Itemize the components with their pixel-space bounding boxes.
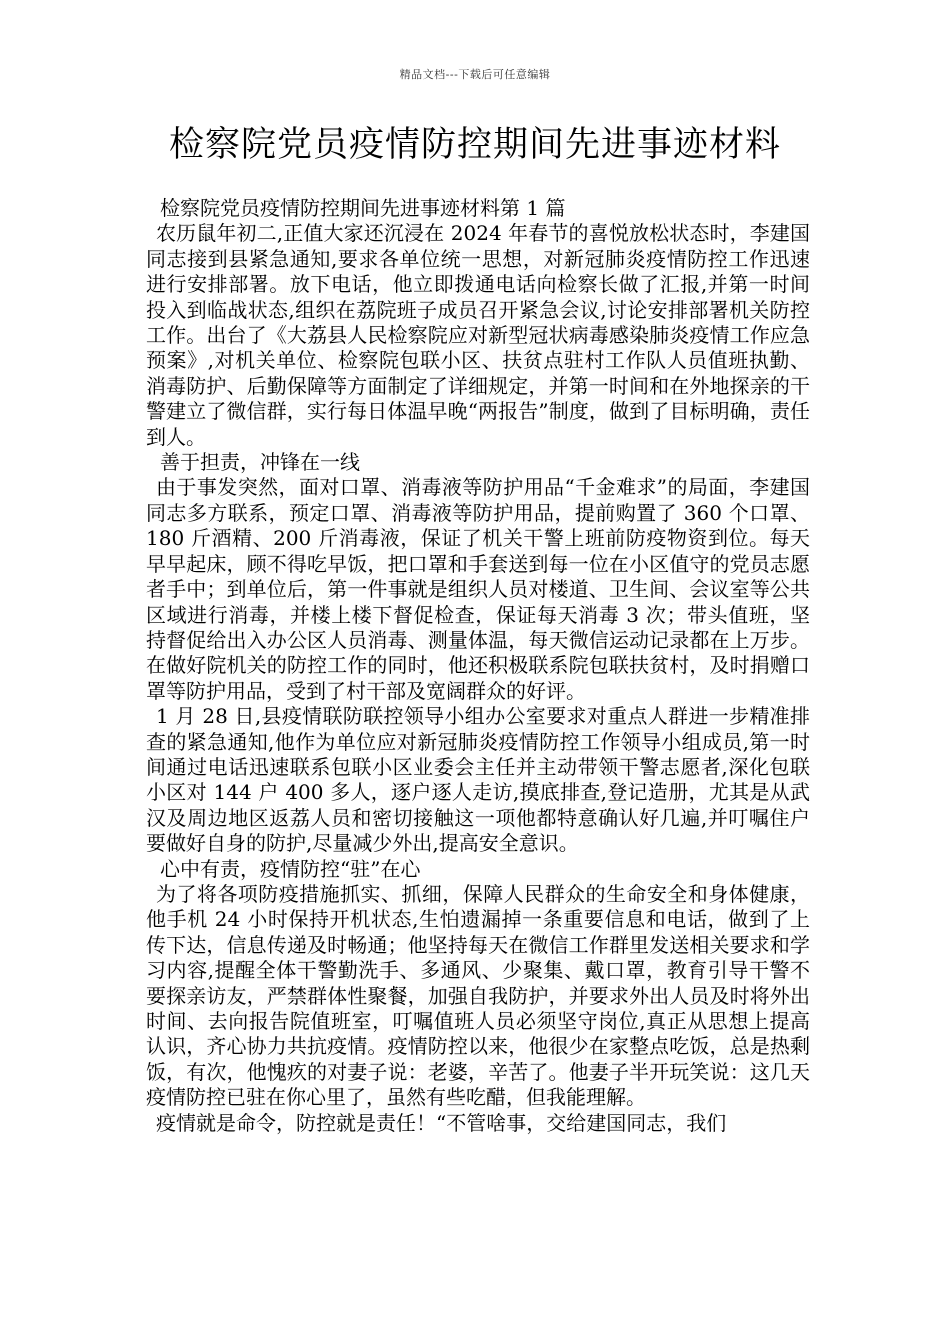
header-note: 精品文档---下载后可任意编辑 — [399, 68, 551, 81]
paragraph-4: 为了将各项防疫措施抓实、抓细，保障人民群众的生命安全和身体健康，他手机 24 小时保持开机状态,生怕遗漏掉一条重要信息和电话，做到了上传下达，信息传递及时畅通；他坚持每天在微信工作群里发送相关要求和学习内容,提醒全体干警勤洗手、多通风、少聚集、戴口罩，教育引导干警不要探亲访友，严禁群体性聚餐，加强自我防护，并要求外出人员及时将外出时间、去向报告院值班室，叮嘱值班人员必须坚守岗位,真正从思想上提高认识，齐心协力共抗疫情。疫情防控以来，他很少在家整点吃饭，总是热剩饭，有次，他愧疚的对妻子说：老婆，辛苦了。他妻子半开玩笑说：这几天疫情防控已驻在你心里了，虽然有些吃醋，但我能理解。 — [146, 881, 810, 1110]
document-title: 检察院党员疫情防控期间先进事迹材料 — [168, 125, 781, 165]
subheading-1: 善于担责，冲锋在一线 — [160, 450, 360, 475]
section-title: 检察院党员疫情防控期间先进事迹材料第 1 篇 — [160, 196, 566, 220]
paragraph-3: 1 月 28 日,县疫情联防联控领导小组办公室要求对重点人群进一步精准排查的紧急通知,他作为单位应对新冠肺炎疫情防控工作领导小组成员,第一时间通过电话迅速联系包联小区业委会主任并主动带领干警志愿者,深化包联小区对 144 户 400 多人，逐户逐人走访,摸底排查,登记造册，尤其是从武汉及周边地区返荔人员和密切接触这一项他都特意确认好几遍,并叮嘱住户要做好自身的防护,尽量减少外出,提高安全意识。 — [146, 704, 810, 856]
document-body — [146, 196, 810, 1136]
paragraph-1: 农历鼠年初二,正值大家还沉浸在 2024 年春节的喜悦放松状态时，李建国同志接到县紧急通知,要求各单位统一思想，对新冠肺炎疫情防控工作迅速进行安排部署。放下电话，他立即拨通电话向检察长做了汇报,并第一时间投入到临战状态,组织在荔院班子成员召开紧急会议,讨论安排部署机关防控工作。出台了《大荔县人民检察院应对新型冠状病毒感染肺炎疫情工作应急预案》,对机关单位、检察院包联小区、扶贫点驻村工作队人员值班执勤、消毒防护、后勤保障等方面制定了详细规定，并第一时间和在外地探亲的干警建立了微信群，实行每日体温早晚“两报告”制度，做到了目标明确，责任到人。 — [146, 221, 810, 449]
paragraph-5: 疫情就是命令，防控就是责任！“不管啥事，交给建国同志，我们 — [156, 1110, 727, 1135]
subheading-2: 心中有责，疫情防控“驻”在心 — [160, 856, 421, 881]
paragraph-2: 由于事发突然，面对口罩、消毒液等防护用品“千金难求”的局面，李建国同志多方联系，预定口罩、消毒液等防护用品，提前购置了 360 个口罩、180 斤酒精、200 斤消毒液，保证了机关干警上班前防疫物资到位。每天早早起床，顾不得吃早饭，把口罩和手套送到每一位在小区值守的党员志愿者手中；到单位后，第一件事就是组织人员对楼道、卫生间、会议室等公共区域进行消毒，并楼上楼下督促检查，保证每天消毒 3 次；带头值班，坚持督促给出入办公区人员消毒、测量体温，每天微信运动记录都在上万步。在做好院机关的防控工作的同时，他还积极联系院包联扶贫村，及时捐赠口罩等防护用品，受到了村干部及宽阔群众的好评。 — [146, 475, 810, 703]
